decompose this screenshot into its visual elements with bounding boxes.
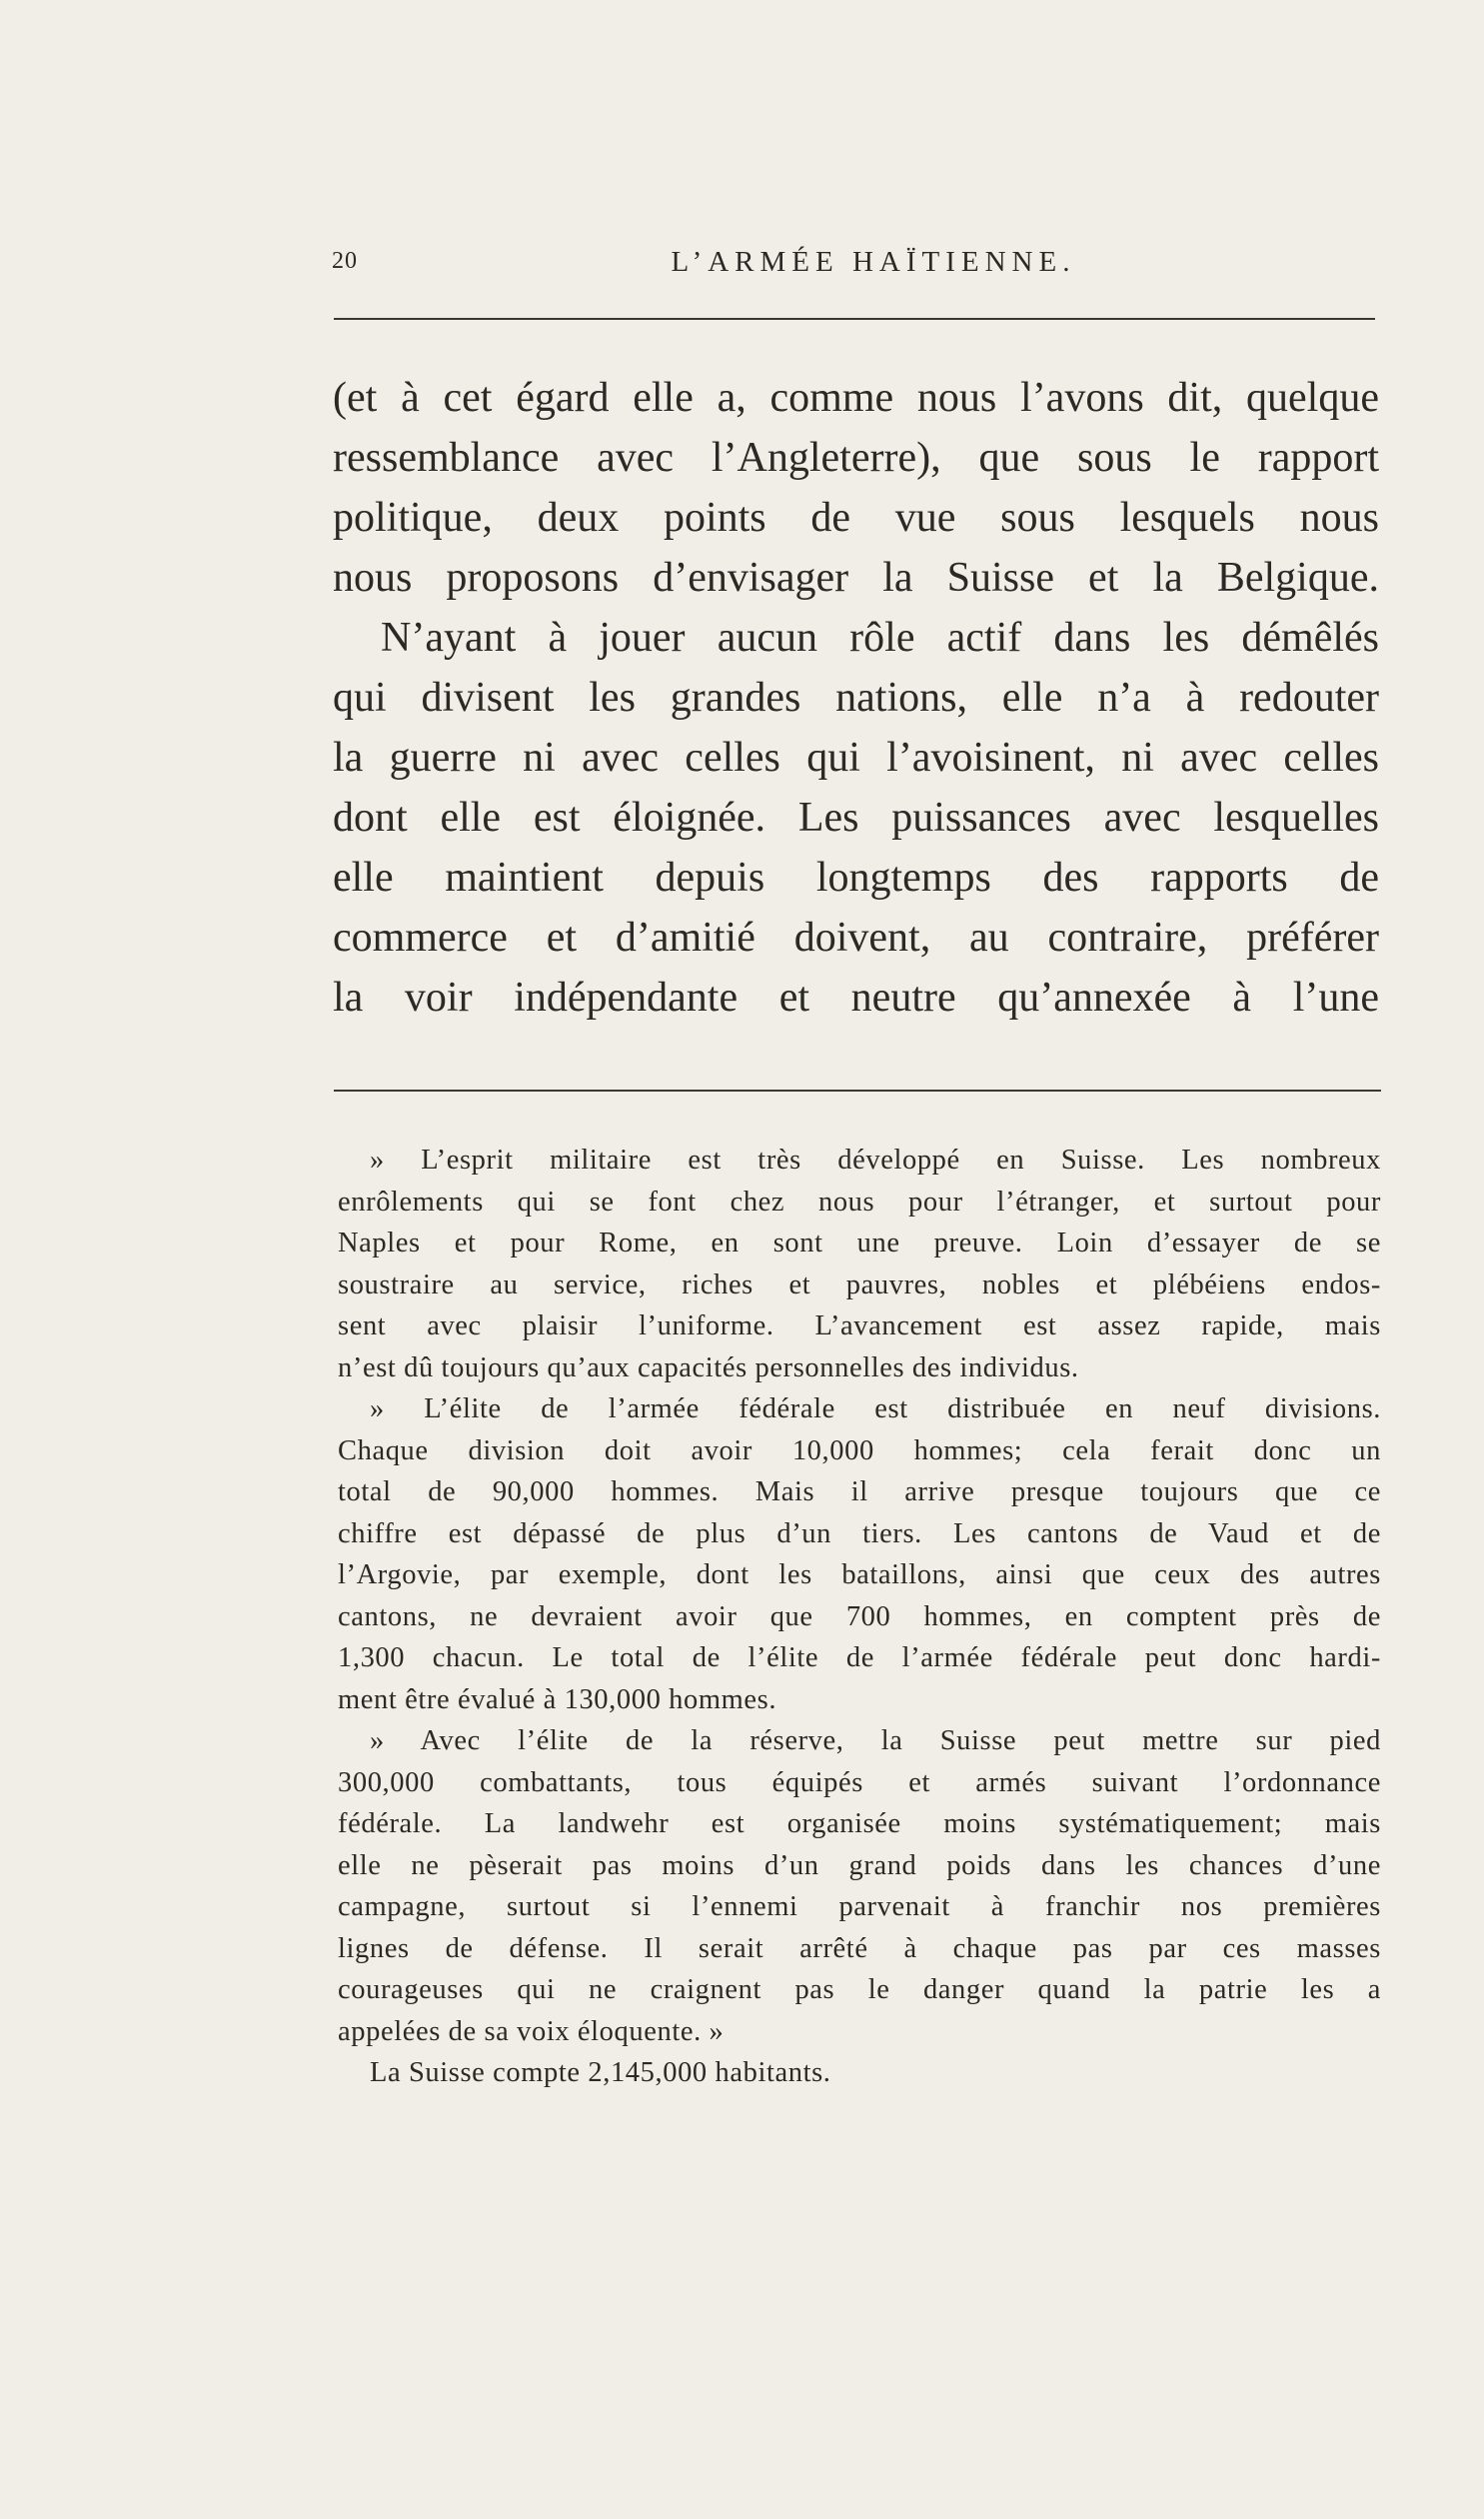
footnotes [338,1140,1381,2094]
footnote-line: fédérale. La landwehr est organisée moins systématiquement; mais [338,1808,1381,1839]
footnote-line: enrôlements qui se font chez nous pour l’étranger, et surtout pour [338,1186,1381,1218]
text-line: elle maintient depuis longtemps des rapports de [333,855,1379,901]
text-line: N’ayant à jouer aucun rôle actif dans les démêlés [381,615,1379,661]
footnote-line: » Avec l’élite de la réserve, la Suisse peut mettre sur pied [370,1725,1381,1756]
footnote-line: Chaque division doit avoir 10,000 hommes; cela ferait donc un [338,1434,1381,1466]
footnote-line: cantons, ne devraient avoir que 700 hommes, en comptent près de [338,1600,1381,1632]
footnote-line: campagne, surtout si l’ennemi parvenait à franchir nos premières [338,1891,1381,1922]
text-line: (et à cet égard elle a, comme nous l’avons dit, quelque [333,375,1379,421]
footnote-line: Naples et pour Rome, en sont une preuve. Loin d’essayer de se [338,1228,1381,1259]
footnote-line: 1,300 chacun. Le total de l’élite de l’armée fédérale peut donc hardi- [338,1642,1381,1673]
text-line: dont elle est éloignée. Les puissances avec lesquelles [333,795,1379,841]
footnote-line: » L’élite de l’armée fédérale est distribuée en neuf divisions. [370,1393,1381,1424]
text-line: politique, deux points de vue sous lesquels nous [333,495,1379,541]
footnote-line: n’est dû toujours qu’aux capacités personnelles des individus. [338,1351,1079,1383]
main-text [333,368,1379,1028]
text-line: ressemblance avec l’Angleterre), que sous le rapport [333,435,1379,481]
footnote-line: appelées de sa voix éloquente. » [338,2015,725,2047]
text-line: commerce et d’amitié doivent, au contraire, préférer [333,915,1379,961]
footnote-line: soustraire au service, riches et pauvres, nobles et plébéiens endos- [338,1268,1381,1300]
footnote-line: » L’esprit militaire est très développé en Suisse. Les nombreux [370,1145,1381,1176]
text-line: qui divisent les grandes nations, elle n’a à redouter [333,675,1379,721]
text-line: la voir indépendante et neutre qu’annexée à l’une [333,975,1379,1021]
text-line: nous proposons d’envisager la Suisse et la Belgique. [333,555,1379,601]
footnote-line: courageuses qui ne craignent pas le danger quand la patrie les a [338,1974,1381,2005]
footnote-line: lignes de défense. Il serait arrêté à chaque pas par ces masses [338,1932,1381,1964]
page-header [332,248,1375,288]
header-rule [334,318,1375,320]
footnote-line: chiffre est dépassé de plus d’un tiers. Les cantons de Vaud et de [338,1517,1381,1549]
footnote-line: elle ne pèserait pas moins d’un grand poids dans les chances d’une [338,1849,1381,1881]
footnote-line: ment être évalué à 130,000 hommes. [338,1683,777,1715]
page-number: 20 [332,248,358,274]
footnote-line: l’Argovie, par exemple, dont les bataillons, ainsi que ceux des autres [338,1559,1381,1590]
text-line: la guerre ni avec celles qui l’avoisinent, ni avec celles [333,735,1379,781]
footnote-line: sent avec plaisir l’uniforme. L’avancement est assez rapide, mais [338,1310,1381,1341]
footnote-rule [334,1090,1381,1092]
running-title: L’ARMÉE HAÏTIENNE. [671,246,1076,278]
footnote-line: La Suisse compte 2,145,000 habitants. [370,2057,831,2088]
footnote-line: 300,000 combattants, tous équipés et armés suivant l’ordonnance [338,1766,1381,1798]
footnote-line: total de 90,000 hommes. Mais il arrive presque toujours que ce [338,1476,1381,1507]
